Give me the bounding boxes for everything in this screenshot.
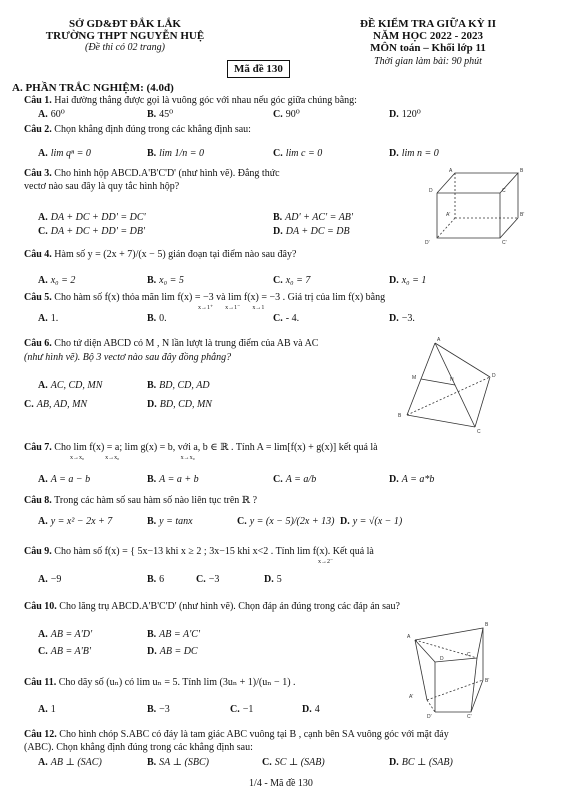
option-text: A = a + b	[159, 474, 199, 485]
option-label: C.	[38, 226, 48, 237]
option-label: D.	[147, 399, 157, 410]
option-label: D.	[302, 704, 312, 715]
question-label: Câu 9.	[24, 546, 52, 557]
vertex-label: D	[429, 188, 433, 194]
option-text: AB = A'B'	[50, 646, 92, 657]
vertex-label: B'	[520, 212, 525, 218]
vertex-label: C'	[502, 240, 507, 246]
parallelepiped-figure	[425, 168, 525, 258]
question-2	[24, 124, 251, 136]
option-label: A.	[38, 629, 48, 640]
option-a[interactable]	[38, 275, 75, 286]
option-d[interactable]	[389, 313, 415, 324]
question-text: Cho hình chóp S.ABC có đáy là tam giác ABC vuông tại B , cạnh bên SA vuông góc với mặt đáy	[59, 729, 449, 740]
option-label: B.	[147, 516, 157, 527]
option-text: y = √(x − 1)	[352, 516, 403, 527]
option-label: C.	[273, 313, 283, 324]
option-label: A.	[38, 380, 48, 391]
question-text: Trong các hàm số sau hàm số nào liên tục trên ℝ ?	[54, 495, 258, 506]
question-label: Câu 8.	[24, 495, 52, 506]
option-label: A.	[38, 212, 48, 223]
option-d[interactable]	[302, 704, 320, 715]
option-c[interactable]	[24, 399, 87, 410]
option-d[interactable]	[264, 574, 282, 585]
option-label: D.	[264, 574, 274, 585]
option-text: SA ⊥ (SBC)	[159, 757, 209, 768]
department-name: SỞ GD&ĐT ĐẮK LẮK	[69, 18, 181, 30]
question-7	[24, 442, 378, 454]
prism-hidden-edge	[427, 700, 435, 712]
option-text: 1	[50, 704, 56, 715]
vertex-label: N	[450, 377, 454, 383]
option-text: AB = A'D'	[50, 629, 93, 640]
option-text: −3.	[401, 313, 415, 324]
option-text: AB, AD, MN	[36, 399, 88, 410]
option-text: x₀ = 2	[50, 275, 76, 286]
option-label: A.	[38, 148, 48, 159]
option-label: C.	[230, 704, 240, 715]
option-a[interactable]	[38, 629, 92, 640]
question-label: Câu 7.	[24, 442, 52, 453]
option-label: B.	[147, 380, 157, 391]
cube-hidden-edge	[437, 218, 455, 238]
question-12-cont: (ABC). Chọn khẳng định đúng trong các khẳng định sau:	[24, 742, 253, 753]
option-text: 1.	[50, 313, 59, 324]
option-label: B.	[273, 212, 283, 223]
option-text: AD' + AC' = AB'	[285, 212, 354, 223]
option-text: 6	[159, 574, 165, 585]
exam-title: ĐỀ KIỂM TRA GIỮA KỲ II	[360, 18, 496, 30]
option-label: C.	[262, 757, 272, 768]
option-a[interactable]	[38, 212, 146, 223]
option-text: −9	[50, 574, 62, 585]
option-d[interactable]	[389, 757, 453, 768]
option-text: DA + DC + DD' = DC'	[50, 212, 146, 223]
edge-BC	[407, 415, 475, 427]
option-label: A.	[38, 109, 48, 120]
option-a[interactable]	[38, 109, 65, 120]
option-label: A.	[38, 516, 48, 527]
question-text: Cho hình hộp ABCD.A'B'C'D' (như hình vẽ). Đẳng thức	[54, 168, 280, 179]
question-3	[24, 168, 280, 180]
option-label: D.	[340, 516, 350, 527]
option-text: 90⁰	[285, 109, 300, 120]
vertex-label: C'	[467, 714, 472, 720]
option-label: C.	[196, 574, 206, 585]
option-c[interactable]	[273, 275, 310, 286]
option-text: y = (x − 5)/(2x + 13)	[249, 516, 335, 527]
option-label: B.	[147, 148, 157, 159]
question-text: Hai đường thẳng được gọi là vuông góc với nhau nếu góc giữa chúng bằng:	[54, 95, 357, 106]
question-12	[24, 729, 449, 741]
question-1	[24, 95, 357, 107]
option-c[interactable]	[237, 516, 334, 527]
question-label: Câu 12.	[24, 729, 57, 740]
option-label: A.	[38, 574, 48, 585]
question-text: Hàm số y = (2x + 7)/(x − 5) gián đoạn tại điểm nào sau đây?	[54, 249, 297, 260]
vertex-label: D'	[425, 240, 430, 246]
option-b[interactable]	[147, 704, 170, 715]
option-text: AC, CD, MN	[50, 380, 103, 391]
option-text: −1	[242, 704, 254, 715]
option-text: SC ⊥ (SAB)	[274, 757, 325, 768]
option-label: D.	[389, 757, 399, 768]
vertex-label: A	[449, 168, 453, 174]
vertex-label: A	[437, 337, 441, 343]
option-b[interactable]	[147, 757, 209, 768]
question-text: Cho hàm số f(x) = { 5x−13 khi x ≥ 2 ; 3x−15 khi x<2 . Tính lim f(x). Kết quả là	[54, 546, 374, 557]
school-year: NĂM HỌC 2022 - 2023	[373, 30, 483, 42]
vertex-label: D'	[427, 714, 432, 720]
option-text: −3	[159, 704, 170, 715]
vertex-label: A'	[409, 694, 414, 700]
option-text: BD, CD, MN	[159, 399, 212, 410]
tetrahedron-figure	[395, 335, 505, 435]
question-6	[24, 338, 318, 350]
option-b[interactable]	[147, 109, 173, 120]
option-c[interactable]	[273, 109, 300, 120]
option-label: B.	[147, 474, 157, 485]
school-name: TRƯỜNG THPT NGUYỄN HUỆ	[45, 30, 205, 42]
option-a[interactable]	[38, 474, 90, 485]
option-text: lim 1/n = 0	[159, 148, 204, 159]
option-text: DA + DC + DD' = DB'	[50, 226, 146, 237]
limit-subscripts: x→1⁺ x→1⁻ x→1	[198, 305, 265, 311]
duration-line: Thời gian làm bài: 90 phút	[374, 56, 482, 67]
option-label: A.	[38, 275, 48, 286]
question-6-cont: (như hình vẽ). Bộ 3 vectơ nào sau đây đồng phẳng?	[24, 352, 232, 363]
option-d[interactable]	[340, 516, 402, 527]
option-label: C.	[24, 399, 34, 410]
option-label: B.	[147, 313, 157, 324]
question-text: Cho tứ diện ABCD có M , N lần lượt là trung điểm của AB và AC	[54, 338, 319, 349]
vertex-label: A	[407, 634, 411, 640]
option-b[interactable]	[147, 380, 210, 391]
option-text: x₀ = 5	[159, 275, 184, 286]
option-text: BD, CD, AD	[159, 380, 210, 391]
question-label: Câu 6.	[24, 338, 52, 349]
option-text: DA + DC = DB	[285, 226, 350, 237]
question-label: Câu 5.	[24, 292, 52, 303]
option-label: A.	[38, 313, 48, 324]
option-label: B.	[147, 757, 157, 768]
option-a[interactable]	[38, 574, 61, 585]
option-text: lim n = 0	[401, 148, 439, 159]
option-label: C.	[273, 148, 283, 159]
edge-DC	[475, 377, 490, 427]
option-text: −3	[208, 574, 220, 585]
option-a[interactable]	[38, 313, 58, 324]
option-d[interactable]	[389, 474, 434, 485]
option-b[interactable]	[273, 212, 353, 223]
option-d[interactable]	[273, 226, 350, 237]
option-label: C.	[273, 109, 283, 120]
section-title: A. PHẦN TRẮC NGHIỆM: (4.0đ)	[12, 82, 174, 94]
option-label: C.	[273, 474, 283, 485]
option-text: A = a/b	[285, 474, 317, 485]
vertex-label: D	[440, 656, 444, 662]
question-label: Câu 4.	[24, 249, 52, 260]
prism-figure	[405, 620, 505, 720]
option-b[interactable]	[147, 275, 184, 286]
limit-subscript: x→2⁻	[318, 559, 334, 565]
option-text: x₀ = 7	[285, 275, 311, 286]
question-label: Câu 1.	[24, 95, 52, 106]
option-text: AB = DC	[159, 646, 198, 657]
option-d[interactable]	[389, 109, 421, 120]
option-text: 60⁰	[50, 109, 65, 120]
vertex-label: D	[492, 373, 496, 379]
option-c[interactable]	[273, 474, 316, 485]
option-c[interactable]	[262, 757, 325, 768]
option-d[interactable]	[389, 275, 426, 286]
option-label: D.	[389, 109, 399, 120]
cube-top-face	[437, 173, 518, 193]
option-a[interactable]	[38, 757, 102, 768]
question-10	[24, 601, 400, 613]
option-label: D.	[147, 646, 157, 657]
option-c[interactable]	[230, 704, 253, 715]
option-text: A = a − b	[50, 474, 91, 485]
question-label: Câu 2.	[24, 124, 52, 135]
option-label: D.	[389, 474, 399, 485]
vertex-label: B	[485, 622, 489, 628]
option-b[interactable]	[147, 516, 193, 527]
option-label: A.	[38, 474, 48, 485]
page-footer: 1/4 - Mã đề 130	[249, 778, 313, 789]
cube-edge	[500, 218, 518, 238]
option-label: C.	[237, 516, 247, 527]
option-a[interactable]	[38, 380, 102, 391]
vertex-label: B'	[485, 678, 490, 684]
question-text: Cho dãy số (uₙ) có lim uₙ = 5. Tính lim (3uₙ + 1)/(uₙ − 1) .	[58, 677, 296, 688]
limit-subscripts: x→x₀ x→x₀ x→x₀	[70, 455, 195, 461]
option-b[interactable]	[147, 474, 199, 485]
prism-bottom-face	[435, 680, 483, 712]
option-label: D.	[273, 226, 283, 237]
option-d[interactable]	[389, 148, 439, 159]
option-label: C.	[273, 275, 283, 286]
question-4	[24, 249, 296, 261]
question-text: Chọn khẳng định đúng trong các khẳng định sau:	[54, 124, 251, 135]
vertex-label: C	[467, 652, 471, 658]
option-text: y = tanx	[159, 516, 193, 527]
vertex-label: C	[477, 429, 481, 435]
option-text: lim c = 0	[285, 148, 323, 159]
option-label: B.	[147, 704, 157, 715]
option-text: x₀ = 1	[401, 275, 427, 286]
question-11	[24, 677, 296, 689]
subject-line: MÔN toán – Khối lớp 11	[370, 42, 486, 54]
option-text: 120⁰	[401, 109, 421, 120]
option-text: 4	[314, 704, 320, 715]
question-label: Câu 10.	[24, 601, 57, 612]
option-c[interactable]	[273, 313, 299, 324]
option-text: A = a*b	[401, 474, 435, 485]
option-c[interactable]	[273, 148, 322, 159]
option-text: 5	[276, 574, 282, 585]
option-a[interactable]	[38, 704, 56, 715]
question-text: Cho lăng trụ ABCD.A'B'C'D' (như hình vẽ). Chọn đáp án đúng trong các đáp án sau?	[59, 601, 400, 612]
option-label: B.	[147, 574, 157, 585]
option-b[interactable]	[147, 574, 164, 585]
option-d[interactable]	[147, 646, 198, 657]
option-label: D.	[389, 275, 399, 286]
option-text: 0.	[159, 313, 167, 324]
exam-code-box: Mã đề 130	[227, 60, 290, 78]
question-text: Cho hàm số f(x) thỏa mãn lim f(x) = −3 và lim f(x) = −3 . Giá trị của lim f(x) bằng	[54, 292, 386, 303]
option-text: AB = A'C'	[159, 629, 201, 640]
option-d[interactable]	[147, 399, 212, 410]
option-b[interactable]	[147, 148, 204, 159]
option-label: A.	[38, 757, 48, 768]
option-c[interactable]	[196, 574, 219, 585]
question-label: Câu 11.	[24, 677, 57, 688]
option-label: A.	[38, 704, 48, 715]
option-b[interactable]	[147, 629, 200, 640]
option-b[interactable]	[147, 313, 167, 324]
vertex-label: A'	[446, 212, 451, 218]
option-text: - 4.	[285, 313, 300, 324]
pages-note: (Đề thi có 02 trang)	[85, 42, 165, 53]
option-label: D.	[389, 148, 399, 159]
question-3-cont: vectơ nào sau đây là quy tắc hình hộp?	[24, 181, 180, 192]
vertex-label: B	[520, 168, 524, 174]
option-label: B.	[147, 629, 157, 640]
option-label: D.	[389, 313, 399, 324]
option-text: BC ⊥ (SAB)	[401, 757, 453, 768]
option-c[interactable]	[38, 226, 145, 237]
vertex-label: B	[398, 413, 402, 419]
option-label: C.	[38, 646, 48, 657]
option-text: AB ⊥ (SAC)	[50, 757, 102, 768]
option-c[interactable]	[38, 646, 91, 657]
question-8	[24, 495, 257, 507]
question-text: Cho lim f(x) = a; lim g(x) = b, với a, b ∈ ℝ . Tính A = lim[f(x) + g(x)] kết quả là	[54, 442, 378, 453]
option-text: 45⁰	[159, 109, 174, 120]
question-9	[24, 546, 374, 558]
option-text: lim qⁿ = 0	[50, 148, 91, 159]
option-label: B.	[147, 275, 157, 286]
question-label: Câu 3.	[24, 168, 52, 179]
option-a[interactable]	[38, 148, 91, 159]
vertex-label: M	[412, 375, 417, 381]
option-text: y = x² − 2x + 7	[50, 516, 113, 527]
prism-edge	[415, 640, 427, 700]
option-label: B.	[147, 109, 157, 120]
question-5	[24, 292, 385, 304]
vertex-label: C	[502, 188, 506, 194]
option-a[interactable]	[38, 516, 112, 527]
